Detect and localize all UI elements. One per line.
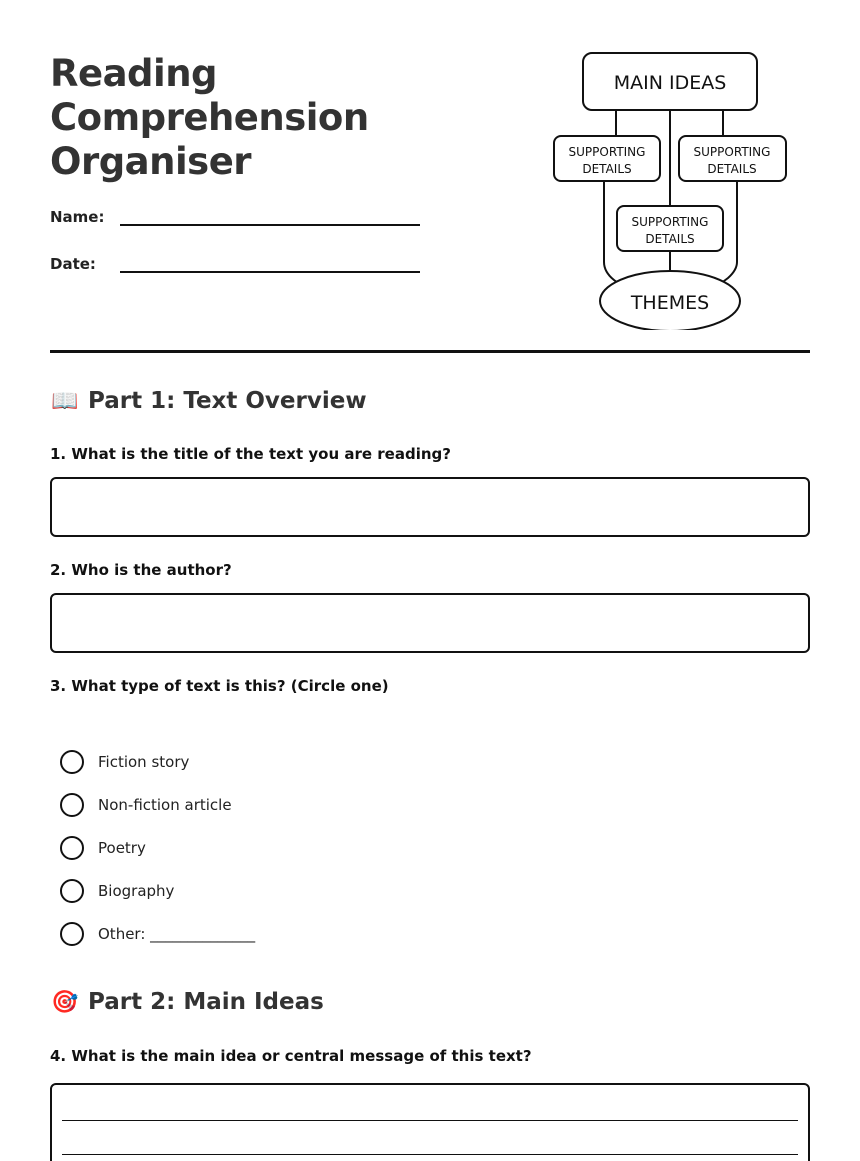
main-ideas-diagram: [552, 52, 788, 330]
svg-text:DETAILS: DETAILS: [707, 162, 757, 176]
svg-text:DETAILS: DETAILS: [582, 162, 632, 176]
author-answer-box[interactable]: [50, 593, 810, 653]
part2-title: Part 2: Main Ideas: [88, 989, 324, 1015]
question-1: 1. What is the title of the text you are reading?: [50, 445, 451, 463]
option-other[interactable]: Other: ______________: [60, 912, 255, 955]
name-field[interactable]: [120, 210, 420, 226]
part2-heading: [50, 989, 324, 1015]
svg-text:DETAILS: DETAILS: [645, 232, 695, 246]
circle-option-icon[interactable]: [60, 836, 84, 860]
title-answer-box[interactable]: [50, 477, 810, 537]
diagram-main-ideas: MAIN IDEAS: [613, 72, 727, 94]
svg-text:SUPPORTING: SUPPORTING: [568, 145, 646, 159]
page-title: [50, 52, 470, 184]
writing-line: [62, 1120, 798, 1121]
svg-text:SUPPORTING: SUPPORTING: [693, 145, 771, 159]
title-line-3: Organiser: [50, 140, 252, 183]
name-label: Name:: [50, 208, 105, 226]
option-biography[interactable]: Biography: [60, 869, 255, 912]
date-field-row: [50, 255, 420, 273]
target-icon: 🎯: [51, 989, 79, 1015]
book-icon: 📖: [51, 388, 79, 414]
circle-option-icon[interactable]: [60, 922, 84, 946]
diagram-themes: THEMES: [630, 292, 710, 314]
writing-line: [62, 1154, 798, 1155]
title-line-1: Reading: [50, 52, 218, 95]
circle-option-icon[interactable]: [60, 793, 84, 817]
date-field[interactable]: [120, 257, 420, 273]
part1-heading: [50, 388, 367, 414]
header-divider: [50, 350, 810, 353]
name-field-row: [50, 208, 420, 226]
option-non-fiction[interactable]: Non-fiction article: [60, 783, 255, 826]
svg-text:SUPPORTING: SUPPORTING: [631, 215, 709, 229]
option-fiction[interactable]: Fiction story: [60, 740, 255, 783]
circle-option-icon[interactable]: [60, 750, 84, 774]
main-idea-answer-box[interactable]: [50, 1083, 810, 1161]
text-type-options: [60, 740, 255, 955]
option-poetry[interactable]: Poetry: [60, 826, 255, 869]
date-label: Date:: [50, 255, 96, 273]
question-3: 3. What type of text is this? (Circle one): [50, 677, 389, 695]
circle-option-icon[interactable]: [60, 879, 84, 903]
part1-title: Part 1: Text Overview: [88, 388, 367, 414]
title-line-2: Comprehension: [50, 96, 369, 139]
question-4: 4. What is the main idea or central message of this text?: [50, 1047, 532, 1065]
question-2: 2. Who is the author?: [50, 561, 232, 579]
